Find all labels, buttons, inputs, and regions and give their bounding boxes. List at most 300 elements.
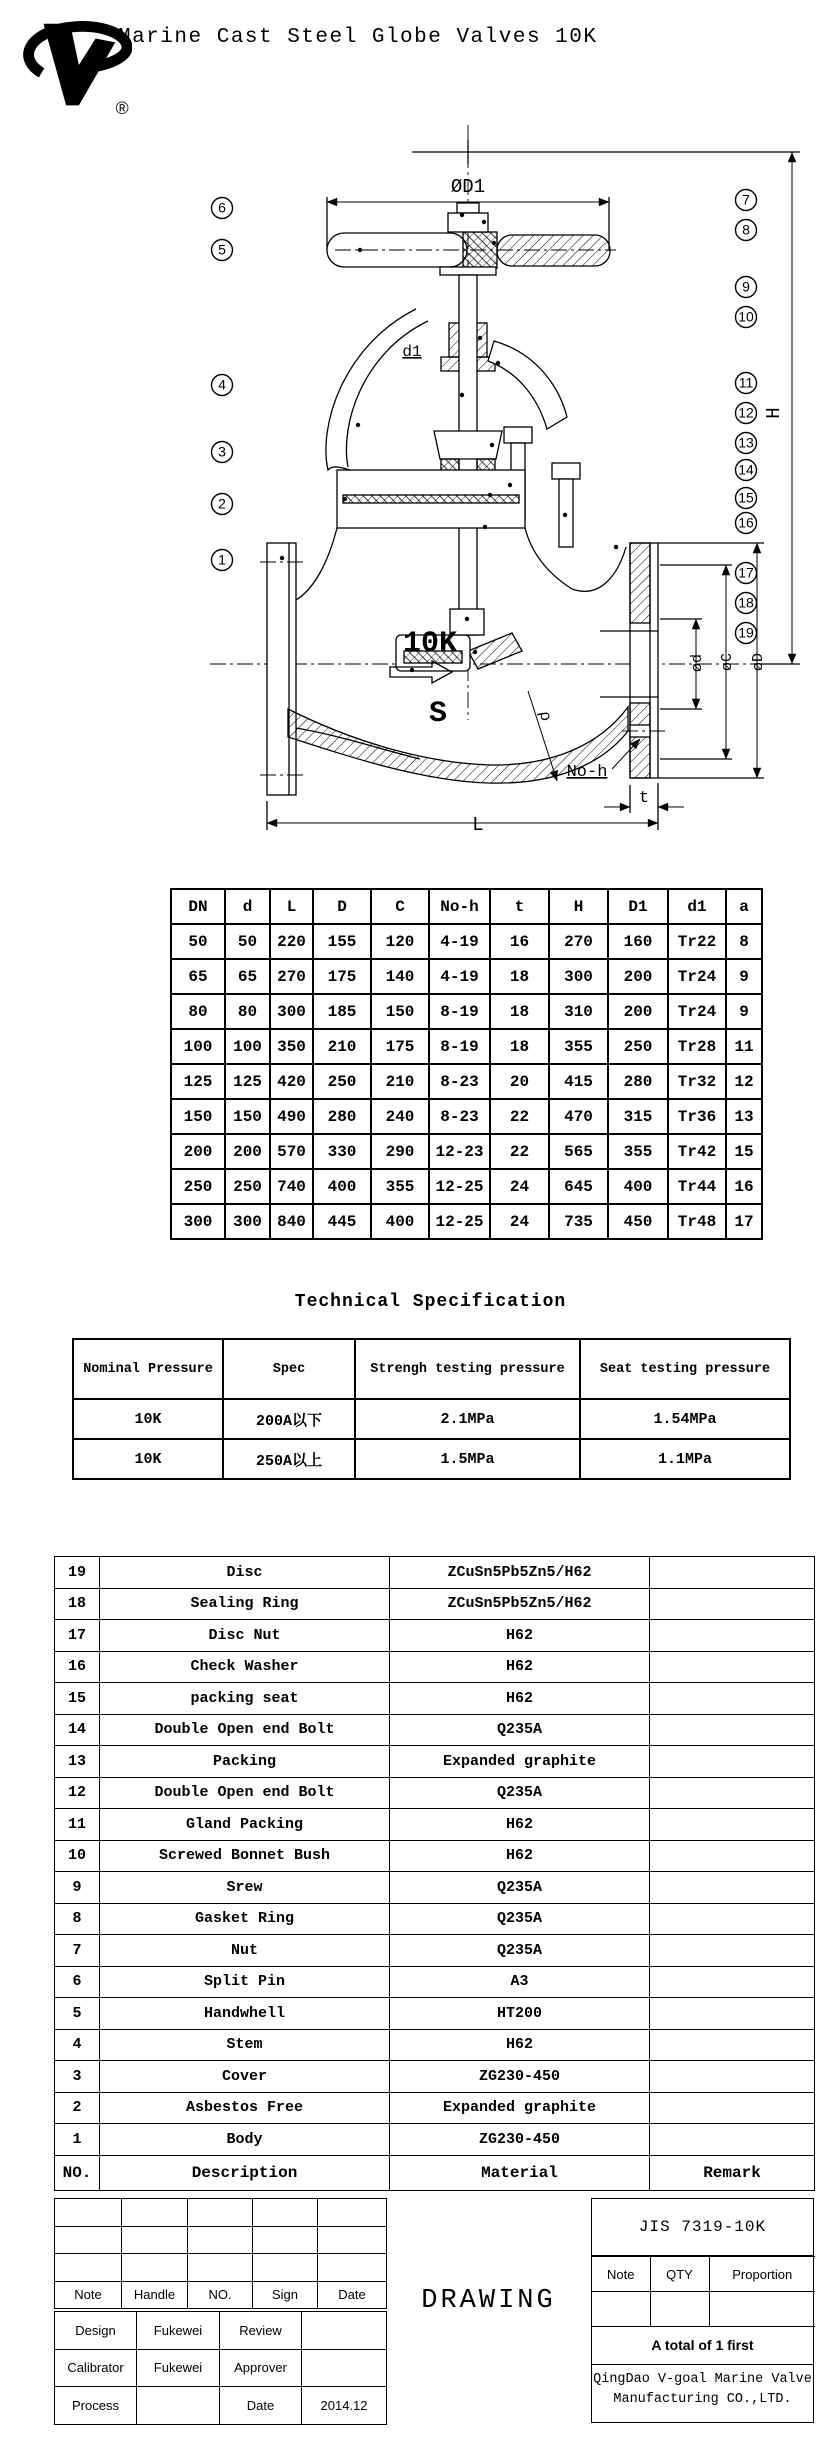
table-cell: Tr32 [668,1064,726,1099]
table-cell: 18 [490,959,549,994]
table-cell: 10K [73,1439,223,1479]
table-cell: Fukewei [137,2349,220,2387]
table-cell: 330 [313,1134,371,1169]
table-cell: 9 [726,959,762,994]
table-cell: 4 [55,2029,100,2061]
table-cell: No-h [429,889,490,924]
table-cell: Tr24 [668,994,726,1029]
table-cell: Tr28 [668,1029,726,1064]
label-seat-angle: ρ [535,710,555,723]
table-cell: Screwed Bonnet Bush [100,1840,390,1872]
table-cell: 125 [225,1064,270,1099]
table-cell: Sealing Ring [100,1588,390,1620]
table-cell [650,2124,815,2156]
table-cell: 7 [55,1935,100,1967]
table-cell: Strengh testing pressure [355,1339,580,1399]
balloon-leader-6 [222,208,462,215]
table-cell: d [225,889,270,924]
table-cell [122,2199,188,2227]
table-cell: H62 [390,1809,650,1841]
table-cell: 13 [726,1099,762,1134]
table-cell: Srew [100,1872,390,1904]
table-cell: 50 [225,924,270,959]
table-cell: 24 [490,1169,549,1204]
table-cell: Stem [100,2029,390,2061]
balloon-leader-10 [498,317,746,363]
table-cell [650,1620,815,1652]
table-cell: 220 [270,924,313,959]
table-cell: 300 [549,959,608,994]
table-cell: 300 [270,994,313,1029]
table-cell: DN [171,889,225,924]
table-cell: 175 [313,959,371,994]
leader-dot-5 [358,248,362,252]
table-cell: H62 [390,2029,650,2061]
table-cell [650,1557,815,1589]
label-pressure-rating: 10K [402,627,458,661]
table-cell: Tr24 [668,959,726,994]
table-cell: 65 [171,959,225,994]
balloon-number-5: 5 [218,241,226,258]
table-cell: 150 [225,1099,270,1134]
table-cell: 300 [225,1204,270,1239]
balloon-leader-9 [480,287,746,338]
table-cell: 18 [55,1588,100,1620]
leader-dot-18 [473,650,477,654]
table-cell: Double Open end Bolt [100,1714,390,1746]
table-cell: a [726,889,762,924]
table-cell [55,2226,122,2254]
tech-spec-title: Technical Specification [294,1292,567,1312]
leader-dot-7 [482,220,486,224]
revision-grid [54,2198,387,2309]
table-cell: 9 [55,1872,100,1904]
table-cell: Q235A [390,1714,650,1746]
table-cell: 2014.12 [302,2387,387,2425]
table-cell: 270 [549,924,608,959]
table-cell: 160 [608,924,668,959]
table-cell: NO. [188,2281,253,2309]
table-cell: 570 [270,1134,313,1169]
table-cell: 200 [225,1134,270,1169]
table-cell: 280 [608,1064,668,1099]
table-cell: 2.1MPa [355,1399,580,1439]
table-cell: 140 [371,959,429,994]
balloon-number-15: 15 [738,489,754,506]
table-cell: 8 [726,924,762,959]
table-cell: Tr44 [668,1169,726,1204]
label-dim-od-small: ød [689,653,706,673]
table-cell: Q235A [390,1872,650,1904]
label-dim-od-big: øD [750,652,767,672]
balloon-leader-14 [565,470,746,515]
company-line-2: Manufacturing CO.,LTD. [613,2392,792,2407]
leader-dot-13 [488,493,492,497]
balloon-number-9: 9 [742,278,750,295]
table-cell: 240 [371,1099,429,1134]
table-cell: 100 [171,1029,225,1064]
balloon-number-12: 12 [738,404,754,421]
table-cell: 16 [490,924,549,959]
table-cell: ZG230-450 [390,2061,650,2093]
table-cell: 250 [608,1029,668,1064]
table-cell: 24 [490,1204,549,1239]
table-cell: 155 [313,924,371,959]
balloon-number-3: 3 [218,443,226,460]
table-cell: Split Pin [100,1966,390,1998]
table-cell: Approver [220,2349,302,2387]
leader-dot-6 [460,213,464,217]
table-cell: 645 [549,1169,608,1204]
table-cell: Description [100,2155,390,2190]
table-cell: 20 [490,1064,549,1099]
balloon-number-1: 1 [218,551,226,568]
table-cell: 150 [171,1099,225,1134]
table-cell: NO. [55,2155,100,2190]
table-cell [650,1809,815,1841]
registered-mark: ® [115,98,129,119]
leader-dot-19 [410,668,414,672]
title-block-right [591,2198,814,2423]
table-cell: ZG230-450 [390,2124,650,2156]
table-cell: H62 [390,1683,650,1715]
table-cell [650,1966,815,1998]
leader-dot-4 [460,393,464,397]
leader-dot-8 [492,241,496,245]
leader-dot-2 [343,497,347,501]
table-cell: 400 [313,1169,371,1204]
table-cell: Proportion [709,2257,815,2292]
table-cell: Tr42 [668,1134,726,1169]
balloon-leader-4 [222,385,462,395]
table-cell: 2 [55,2092,100,2124]
table-cell: Tr36 [668,1099,726,1134]
company-name [592,2365,813,2410]
table-cell: 1.1MPa [580,1439,790,1479]
balloon-number-10: 10 [738,308,754,325]
table-cell: QTY [650,2257,709,2292]
table-cell: t [490,889,549,924]
table-cell: 8-23 [429,1064,490,1099]
table-cell [122,2254,188,2282]
table-cell: L [270,889,313,924]
table-cell: 1.54MPa [580,1399,790,1439]
table-cell: 250 [225,1169,270,1204]
table-cell [650,1840,815,1872]
table-cell [650,1903,815,1935]
table-cell [650,1935,815,1967]
handwheel [327,232,616,268]
table-cell: Body [100,2124,390,2156]
table-cell: 280 [313,1099,371,1134]
standard-designation: JIS 7319-10K [592,2199,813,2256]
table-cell: H62 [390,1651,650,1683]
page-title: Marine Cast Steel Globe Valves 10K [118,26,598,49]
tech-spec-table [72,1338,791,1480]
table-cell: 12-25 [429,1169,490,1204]
table-cell: 120 [371,924,429,959]
table-cell: 200 [608,959,668,994]
label-flow-mark: S [428,697,448,731]
parts-list-table [54,1556,815,2191]
qty-grid [592,2256,815,2327]
table-cell: 18 [490,1029,549,1064]
balloon-number-8: 8 [742,221,750,238]
table-cell: 200A以下 [223,1399,355,1439]
table-cell [650,2061,815,2093]
table-cell [253,2254,318,2282]
table-cell: 355 [371,1169,429,1204]
table-cell: 400 [371,1204,429,1239]
table-cell [55,2254,122,2282]
table-cell: packing seat [100,1683,390,1715]
table-cell: 10 [55,1840,100,1872]
table-cell: Packing [100,1746,390,1778]
table-cell: 350 [270,1029,313,1064]
table-cell: 10K [73,1399,223,1439]
table-cell: 150 [371,994,429,1029]
table-cell: 125 [171,1064,225,1099]
table-cell [650,2092,815,2124]
table-cell: Expanded graphite [390,2092,650,2124]
table-cell [650,1777,815,1809]
table-cell: 250 [171,1169,225,1204]
table-cell: Tr22 [668,924,726,959]
table-cell [318,2226,387,2254]
table-cell: 490 [270,1099,313,1134]
table-cell: Material [390,2155,650,2190]
table-cell: 210 [371,1064,429,1099]
table-cell: 250A以上 [223,1439,355,1479]
balloon-leader-2 [222,499,345,504]
table-cell [188,2254,253,2282]
balloon-leader-3 [222,425,358,452]
table-cell: 200 [171,1134,225,1169]
table-cell: 3 [55,2061,100,2093]
balloon-number-14: 14 [738,461,754,478]
table-cell: 4-19 [429,924,490,959]
table-cell: Note [55,2281,122,2309]
table-cell: Q235A [390,1777,650,1809]
table-cell: 355 [608,1134,668,1169]
table-cell: 13 [55,1746,100,1778]
table-cell [592,2292,650,2327]
table-cell [650,2029,815,2061]
balloon-number-2: 2 [218,495,226,512]
table-cell: 270 [270,959,313,994]
table-cell: H [549,889,608,924]
table-cell: Date [220,2387,302,2425]
balloon-number-13: 13 [738,434,754,451]
table-cell: 420 [270,1064,313,1099]
table-cell: 12-25 [429,1204,490,1239]
label-dim-oc: øC [719,652,736,672]
table-cell: Nut [100,1935,390,1967]
balloon-number-6: 6 [218,199,226,216]
table-cell: H62 [390,1840,650,1872]
gasket [343,495,519,503]
table-cell: 740 [270,1169,313,1204]
table-cell [137,2387,220,2425]
table-cell: 450 [608,1204,668,1239]
dimensions-table [170,888,763,1240]
table-cell: 65 [225,959,270,994]
table-cell: 11 [726,1029,762,1064]
table-cell: A3 [390,1966,650,1998]
leader-dot-11 [490,443,494,447]
table-cell: 15 [726,1134,762,1169]
balloon-number-17: 17 [738,564,754,581]
table-cell: Handle [122,2281,188,2309]
table-cell: 210 [313,1029,371,1064]
table-cell: 8 [55,1903,100,1935]
leader-dot-17 [465,617,469,621]
table-cell: Review [220,2312,302,2350]
table-cell [188,2199,253,2227]
table-cell: 185 [313,994,371,1029]
table-cell: Date [318,2281,387,2309]
valve-geometry [210,125,800,830]
table-cell: D1 [608,889,668,924]
balloon-number-4: 4 [218,376,226,393]
leader-dot-1 [280,556,284,560]
table-cell [650,1872,815,1904]
table-cell: Tr48 [668,1204,726,1239]
table-cell: 12-23 [429,1134,490,1169]
table-cell [650,1588,815,1620]
label-dim-t: t [638,789,650,808]
table-cell: 4-19 [429,959,490,994]
table-cell: Fukewei [137,2312,220,2350]
table-cell: 250 [313,1064,371,1099]
table-cell: Check Washer [100,1651,390,1683]
title-block [54,2198,814,2425]
table-cell: Remark [650,2155,815,2190]
company-line-1: QingDao V-goal Marine Valve [593,2372,812,2387]
table-cell: 200 [608,994,668,1029]
table-cell [709,2292,815,2327]
balloon-number-11: 11 [738,374,754,391]
leader-dot-9 [478,336,482,340]
table-cell [122,2226,188,2254]
table-cell: 17 [726,1204,762,1239]
table-cell: HT200 [390,1998,650,2030]
table-cell [253,2226,318,2254]
table-cell: Sign [253,2281,318,2309]
inlet-flange [260,543,304,795]
balloon-number-18: 18 [738,594,754,611]
balloon-leader-7 [484,200,746,222]
balloon-leader-13 [490,443,746,495]
valve-cross-section [60,95,800,875]
table-cell [650,1651,815,1683]
table-cell [650,1714,815,1746]
table-cell: D [313,889,371,924]
balloon-number-19: 19 [738,624,754,641]
label-dim-no-h: No-h [566,763,608,782]
table-cell: Handwhell [100,1998,390,2030]
table-cell: 100 [225,1029,270,1064]
table-cell: 840 [270,1204,313,1239]
signature-grid [54,2311,387,2425]
table-cell: Seat testing pressure [580,1339,790,1399]
table-cell: d1 [668,889,726,924]
table-cell: 315 [608,1099,668,1134]
table-cell: 565 [549,1134,608,1169]
table-cell: 355 [549,1029,608,1064]
table-cell: 415 [549,1064,608,1099]
table-cell: 1.5MPa [355,1439,580,1479]
table-cell: Asbestos Free [100,2092,390,2124]
table-cell: 19 [55,1557,100,1589]
table-cell: 18 [490,994,549,1029]
table-cell: 290 [371,1134,429,1169]
yoke-arm [488,341,567,429]
table-cell: 50 [171,924,225,959]
table-cell: ZCuSn5Pb5Zn5/H62 [390,1588,650,1620]
drawing-label: DRAWING [421,2286,556,2316]
table-cell [318,2199,387,2227]
table-cell: Double Open end Bolt [100,1777,390,1809]
table-cell: 735 [549,1204,608,1239]
table-cell [650,1998,815,2030]
table-cell: 400 [608,1169,668,1204]
table-cell: Expanded graphite [390,1746,650,1778]
leader-dot-10 [496,361,500,365]
table-cell [302,2312,387,2350]
balloon-number-16: 16 [738,514,754,531]
table-cell: Q235A [390,1903,650,1935]
table-cell: Q235A [390,1935,650,1967]
label-dim-l: L [472,814,484,836]
table-cell [302,2349,387,2387]
table-cell: 12 [55,1777,100,1809]
table-cell: 175 [371,1029,429,1064]
table-cell: 6 [55,1966,100,1998]
leader-dot-12 [508,483,512,487]
table-cell: ZCuSn5Pb5Zn5/H62 [390,1557,650,1589]
table-cell: Process [55,2387,137,2425]
balloon-leader-17 [467,573,746,619]
table-cell [188,2226,253,2254]
table-cell [650,1746,815,1778]
table-cell: Gland Packing [100,1809,390,1841]
table-cell: 5 [55,1998,100,2030]
table-cell: 8-19 [429,994,490,1029]
table-cell: Disc Nut [100,1620,390,1652]
leader-dot-3 [356,423,360,427]
label-dim-h: H [763,407,785,419]
table-cell: 9 [726,994,762,1029]
table-cell [650,1683,815,1715]
total-note: A total of 1 first [592,2327,813,2365]
table-cell: Design [55,2312,137,2350]
table-cell: 15 [55,1683,100,1715]
table-cell [318,2254,387,2282]
table-cell: 8-23 [429,1099,490,1134]
label-dim-d1: d1 [402,343,422,361]
table-cell: 14 [55,1714,100,1746]
table-cell: 80 [171,994,225,1029]
table-cell: Spec [223,1339,355,1399]
table-cell: H62 [390,1620,650,1652]
table-cell [253,2199,318,2227]
leader-dot-14 [563,513,567,517]
table-cell: 22 [490,1134,549,1169]
table-cell: 16 [726,1169,762,1204]
table-cell: C [371,889,429,924]
table-cell: 470 [549,1099,608,1134]
